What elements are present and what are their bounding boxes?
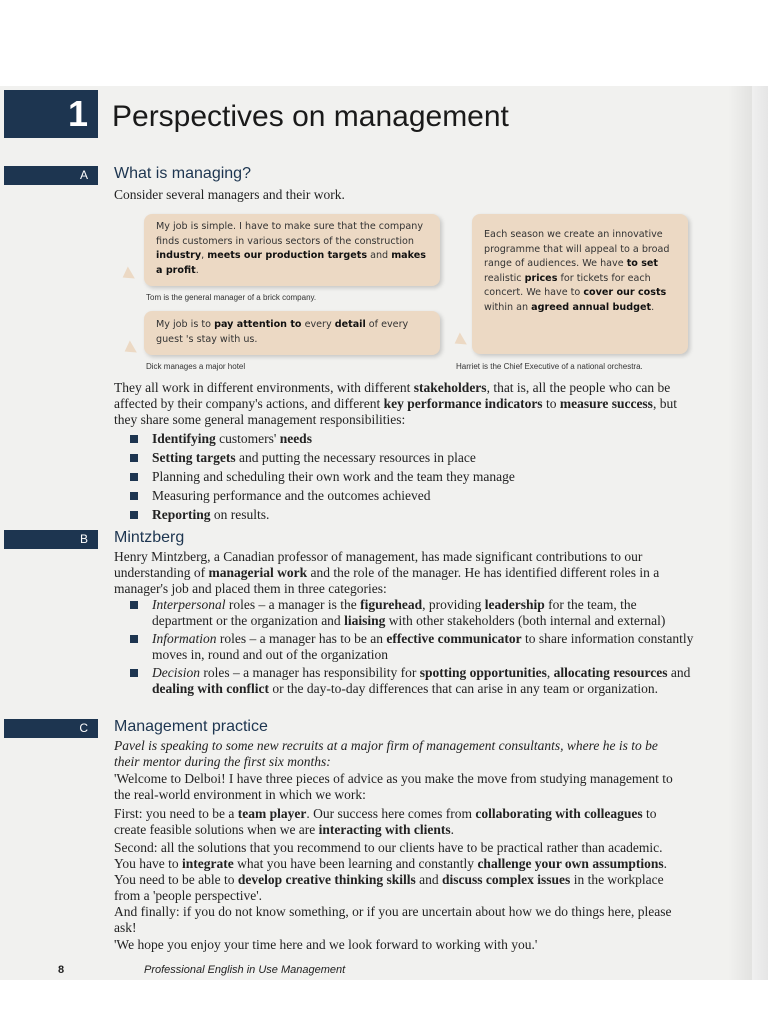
bubble-bold: makes a profit (156, 250, 426, 276)
para-bold: measure success (559, 396, 653, 411)
bubble-text: for tickets for each concert. We have to (484, 272, 651, 298)
speech-bubble-dick (144, 311, 440, 355)
bubble-text: within an (484, 301, 532, 313)
caption-tom: Tom is the general manager of a brick company. (146, 293, 317, 302)
para-bold: challenge your own assumptions (477, 856, 664, 871)
item-text: or the day-to-day differences that can arise in any team or organization. (269, 681, 658, 696)
item-text: for the team, the department or the organization and (152, 597, 637, 628)
responsibilities-list (124, 429, 515, 524)
bubble-text: . (651, 301, 655, 313)
item-text: roles – a manager has to be an (216, 631, 387, 646)
bubble-text: My job is to (156, 319, 215, 330)
list-item (124, 505, 515, 524)
bullet-square (130, 635, 138, 643)
item-bold: Identifying (152, 431, 216, 446)
section-a-intro: Consider several managers and their work. (114, 187, 345, 202)
bullet-square (130, 473, 138, 481)
para-bold: key performance indicators (383, 396, 543, 411)
section-c-p4: And finally: if you do not know something, or if you are uncertain about how we do things here, please ask! (114, 904, 672, 935)
section-c-heading: Management practice (114, 718, 268, 735)
bubble-text: Each season we create an innovative programme that will appeal to a broad range of audiences. We have (484, 229, 670, 269)
item-text: to share information constantly moves in, round and out of the organization (152, 631, 694, 662)
speech-bubble-tom (144, 214, 440, 286)
section-a-paragraph (114, 380, 684, 428)
item-text: on results. (210, 507, 270, 522)
section-c-p1: 'Welcome to Delboi! I have three pieces of advice as you make the move from studying management to the real-world environment in which we work: (114, 771, 673, 802)
bubble-bold: cover our costs (583, 287, 667, 298)
item-bold: liaising (344, 613, 386, 628)
para-text: and the role of the manager. He has identified different roles in a manager's job and placed them in three categories: (114, 565, 660, 596)
bubble-bold: to set (626, 258, 659, 269)
para-text: to (542, 396, 560, 411)
bubble-bold: prices (524, 272, 558, 284)
unit-number-box (4, 90, 98, 138)
item-bold: dealing with conflict (152, 681, 269, 696)
bubble-text: , (201, 250, 208, 261)
para-bold: stakeholders (413, 380, 487, 395)
page-gutter-shadow (728, 86, 768, 980)
item-text: and (667, 665, 691, 680)
list-item (124, 486, 515, 505)
bullet-square (130, 511, 138, 519)
bubble-bold: detail (334, 319, 366, 330)
section-b-letter: B (79, 532, 88, 546)
bubble-text: and (367, 250, 392, 261)
para-text: . You need to be able to (114, 856, 667, 887)
para-bold: develop creative thinking skills (237, 872, 416, 887)
section-a-heading: What is managing? (114, 165, 251, 182)
unit-number: 1 (67, 93, 88, 134)
bullet-square (130, 601, 138, 609)
manager-roles-list (130, 597, 700, 699)
item-bold: spotting opportunities (419, 665, 547, 680)
item-text: , providing (422, 597, 485, 612)
bubble-text: My job is simple. I have to make sure that the company finds customers in various sectors of the construction (156, 221, 424, 247)
section-c-p3 (114, 840, 684, 904)
para-text: , but they share some general management responsibilities: (114, 396, 677, 427)
bullet-square (130, 669, 138, 677)
item-text: roles – a manager has responsibility for (200, 665, 420, 680)
bubble-bold: pay attention to (214, 319, 302, 330)
bubble-bold: agreed annual budget (531, 301, 652, 313)
role-name: Decision (152, 665, 200, 680)
item-bold: Setting targets (152, 450, 236, 465)
para-text: to create feasible solutions when we are (114, 806, 657, 837)
page-number: 8 (58, 964, 65, 976)
section-a-bar (4, 166, 98, 185)
section-c-intro: Pavel is speaking to some new recruits at a major firm of management consultants, where he is to be their mentor during the first six months: (114, 738, 658, 769)
section-b-paragraph (114, 549, 684, 597)
item-text: Measuring performance and the outcomes achieved (152, 488, 431, 503)
list-item (130, 665, 700, 697)
bubble-bold: meets our production targets (207, 250, 368, 261)
item-text: with other stakeholders (both internal and external) (385, 613, 666, 628)
para-bold: team player (237, 806, 307, 821)
item-bold: needs (279, 431, 312, 446)
book-title-footer: Professional English in Use Management (144, 964, 346, 976)
para-text: and (415, 872, 443, 887)
para-bold: managerial work (208, 565, 308, 580)
para-bold: collaborating with colleagues (475, 806, 643, 821)
bubble-text: of every guest 's stay with us. (156, 319, 409, 345)
role-name: Information (152, 631, 217, 646)
list-item (124, 429, 515, 448)
para-text: in the workplace from a 'people perspective'. (114, 872, 664, 903)
para-bold: interacting with clients (318, 822, 451, 837)
item-bold: Reporting (152, 507, 211, 522)
list-item (130, 631, 700, 663)
unit-title: Perspectives on management (112, 100, 509, 133)
item-text: , (546, 665, 554, 680)
section-a-letter: A (79, 168, 88, 182)
para-text: what you have been learning and constantly (233, 856, 478, 871)
section-c-p5: 'We hope you enjoy your time here and we look forward to working with you.' (114, 937, 538, 952)
para-text: First: you need to be a (114, 806, 238, 821)
bubble-text: . (195, 264, 199, 276)
para-text: They all work in different environments, with different (114, 380, 414, 395)
item-text: customers' (215, 431, 280, 446)
list-item (124, 467, 515, 486)
caption-harriet: Harriet is the Chief Executive of a national orchestra. (456, 362, 643, 371)
speech-bubble-harriet (472, 214, 688, 354)
para-text: , that is, all the people who can be affected by their company's actions, and different (114, 380, 671, 411)
section-c-bar (4, 719, 98, 738)
role-name: Interpersonal (152, 597, 226, 612)
bubble-bold: industry (156, 250, 202, 261)
section-b-heading: Mintzberg (114, 529, 185, 546)
list-item (130, 597, 700, 629)
item-bold: effective communicator (386, 631, 522, 646)
item-bold: figurehead (360, 597, 423, 612)
para-text: Second: all the solutions that you recommend to our clients have to be practical rather than academic. You have to (114, 840, 663, 871)
bullet-square (130, 492, 138, 500)
bubble-text: every (301, 319, 335, 330)
bullet-square (130, 454, 138, 462)
section-c-p2 (114, 806, 684, 838)
bullet-square (130, 435, 138, 443)
item-text: Planning and scheduling their own work and the team they manage (152, 469, 515, 484)
bubble-text: realistic (484, 272, 525, 284)
para-bold: discuss complex issues (442, 872, 571, 887)
list-item (124, 448, 515, 467)
caption-dick: Dick manages a major hotel (146, 362, 246, 371)
section-c-letter: C (79, 721, 88, 735)
para-text: Henry Mintzberg, a Canadian professor of management, has made significant contributions to our understanding of (114, 549, 643, 580)
para-text: . Our success here comes from (306, 806, 476, 821)
para-bold: integrate (182, 856, 234, 871)
item-bold: leadership (484, 597, 545, 612)
item-text: roles – a manager is the (225, 597, 361, 612)
item-bold: allocating resources (553, 665, 668, 680)
para-text: . (450, 822, 455, 837)
section-b-bar (4, 530, 98, 549)
item-text: and putting the necessary resources in place (235, 450, 476, 465)
